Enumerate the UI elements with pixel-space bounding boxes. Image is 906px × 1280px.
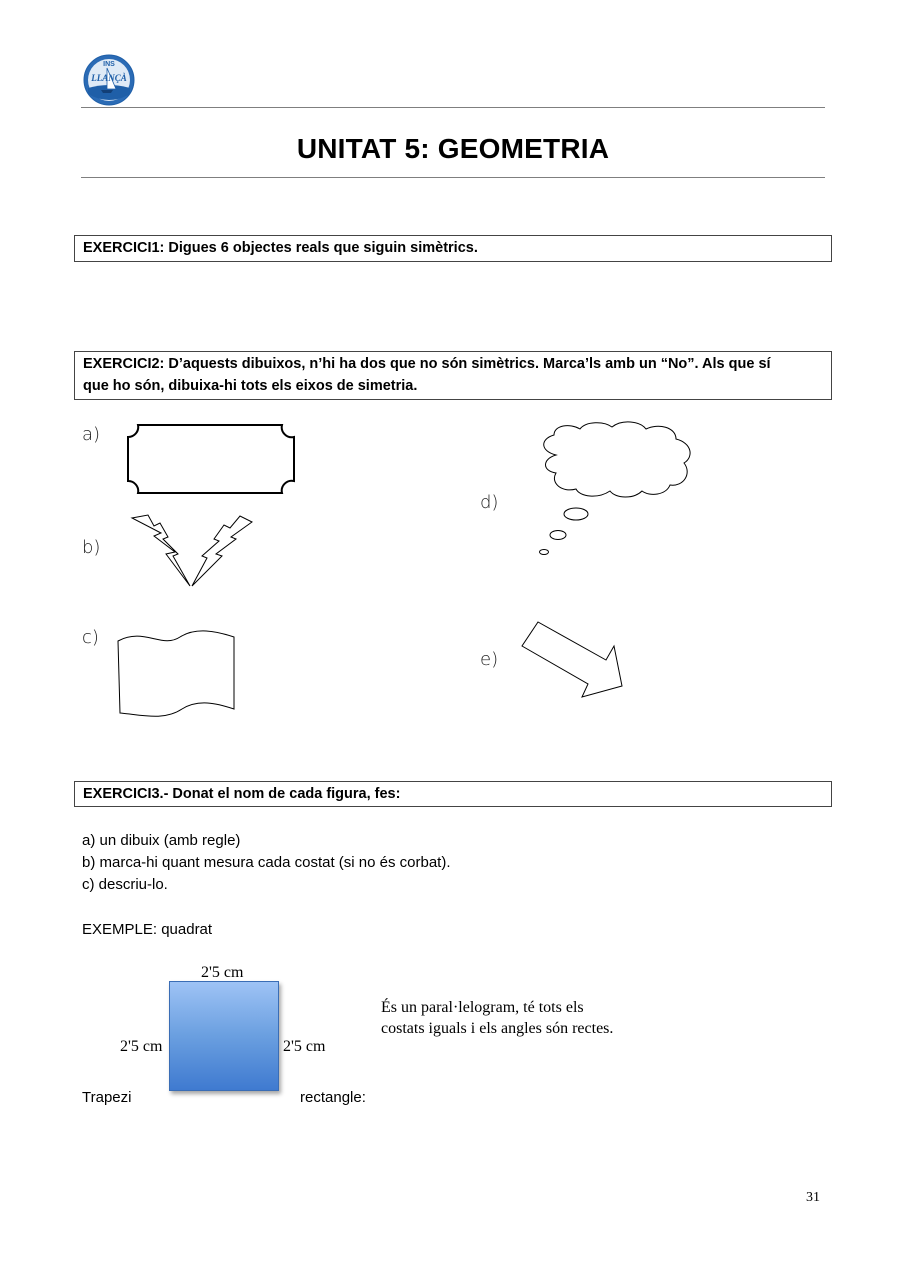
instruction-a: a) un dibuix (amb regle)	[82, 832, 241, 849]
label-a: a)	[82, 424, 101, 445]
label-e: e)	[480, 649, 499, 670]
page-title: UNITAT 5: GEOMETRIA	[296, 133, 610, 164]
square-side-top: 2'5 cm	[201, 964, 244, 981]
exercise2-line1: EXERCICI2: D’aquests dibuixos, n’hi ha dos que no són simètrics. Marca’ls amb un “No”. Als que sí	[83, 356, 771, 372]
logo-text-top: INS	[103, 61, 115, 68]
square-description-line2: costats iguals i els angles són rectes.	[381, 1020, 614, 1037]
shape-d-thought-cloud	[536, 421, 696, 561]
example-label: EXEMPLE: quadrat	[82, 921, 213, 938]
exercise1-box	[74, 235, 832, 262]
shape-a-plaque	[126, 423, 298, 497]
exercise3-box	[74, 781, 832, 807]
label-d: d)	[480, 492, 499, 513]
exercise3-text: EXERCICI3.- Donat el nom de cada figura, fes:	[83, 786, 401, 802]
exercise2-line2: que ho són, dibuixa-hi tots els eixos de simetria.	[83, 378, 418, 394]
instruction-b: b) marca-hi quant mesura cada costat (si no és corbat).	[82, 854, 451, 871]
exercise2-box	[74, 351, 832, 400]
title-rule	[81, 177, 825, 178]
shape-b-lightning	[128, 512, 258, 588]
square-description-line1: És un paral·lelogram, té tots els	[381, 999, 584, 1016]
label-b: b)	[82, 537, 101, 558]
school-logo	[83, 54, 135, 106]
square-side-right: 2'5 cm	[283, 1038, 326, 1055]
example-square	[169, 981, 279, 1091]
square-side-left: 2'5 cm	[120, 1038, 163, 1055]
shape-c-banner	[116, 629, 238, 721]
label-c: c)	[82, 627, 99, 648]
shape-e-arrow	[520, 620, 626, 700]
next-figure-left: Trapezi	[82, 1089, 132, 1106]
exercise1-text: EXERCICI1: Digues 6 objectes reals que siguin simètrics.	[83, 240, 478, 256]
logo-text-main: LLANÇÀ	[91, 73, 127, 83]
header-rule	[81, 107, 825, 108]
page-number: 31	[806, 1190, 820, 1205]
instruction-c: c) descriu-lo.	[82, 876, 168, 893]
next-figure-right: rectangle:	[300, 1089, 366, 1106]
